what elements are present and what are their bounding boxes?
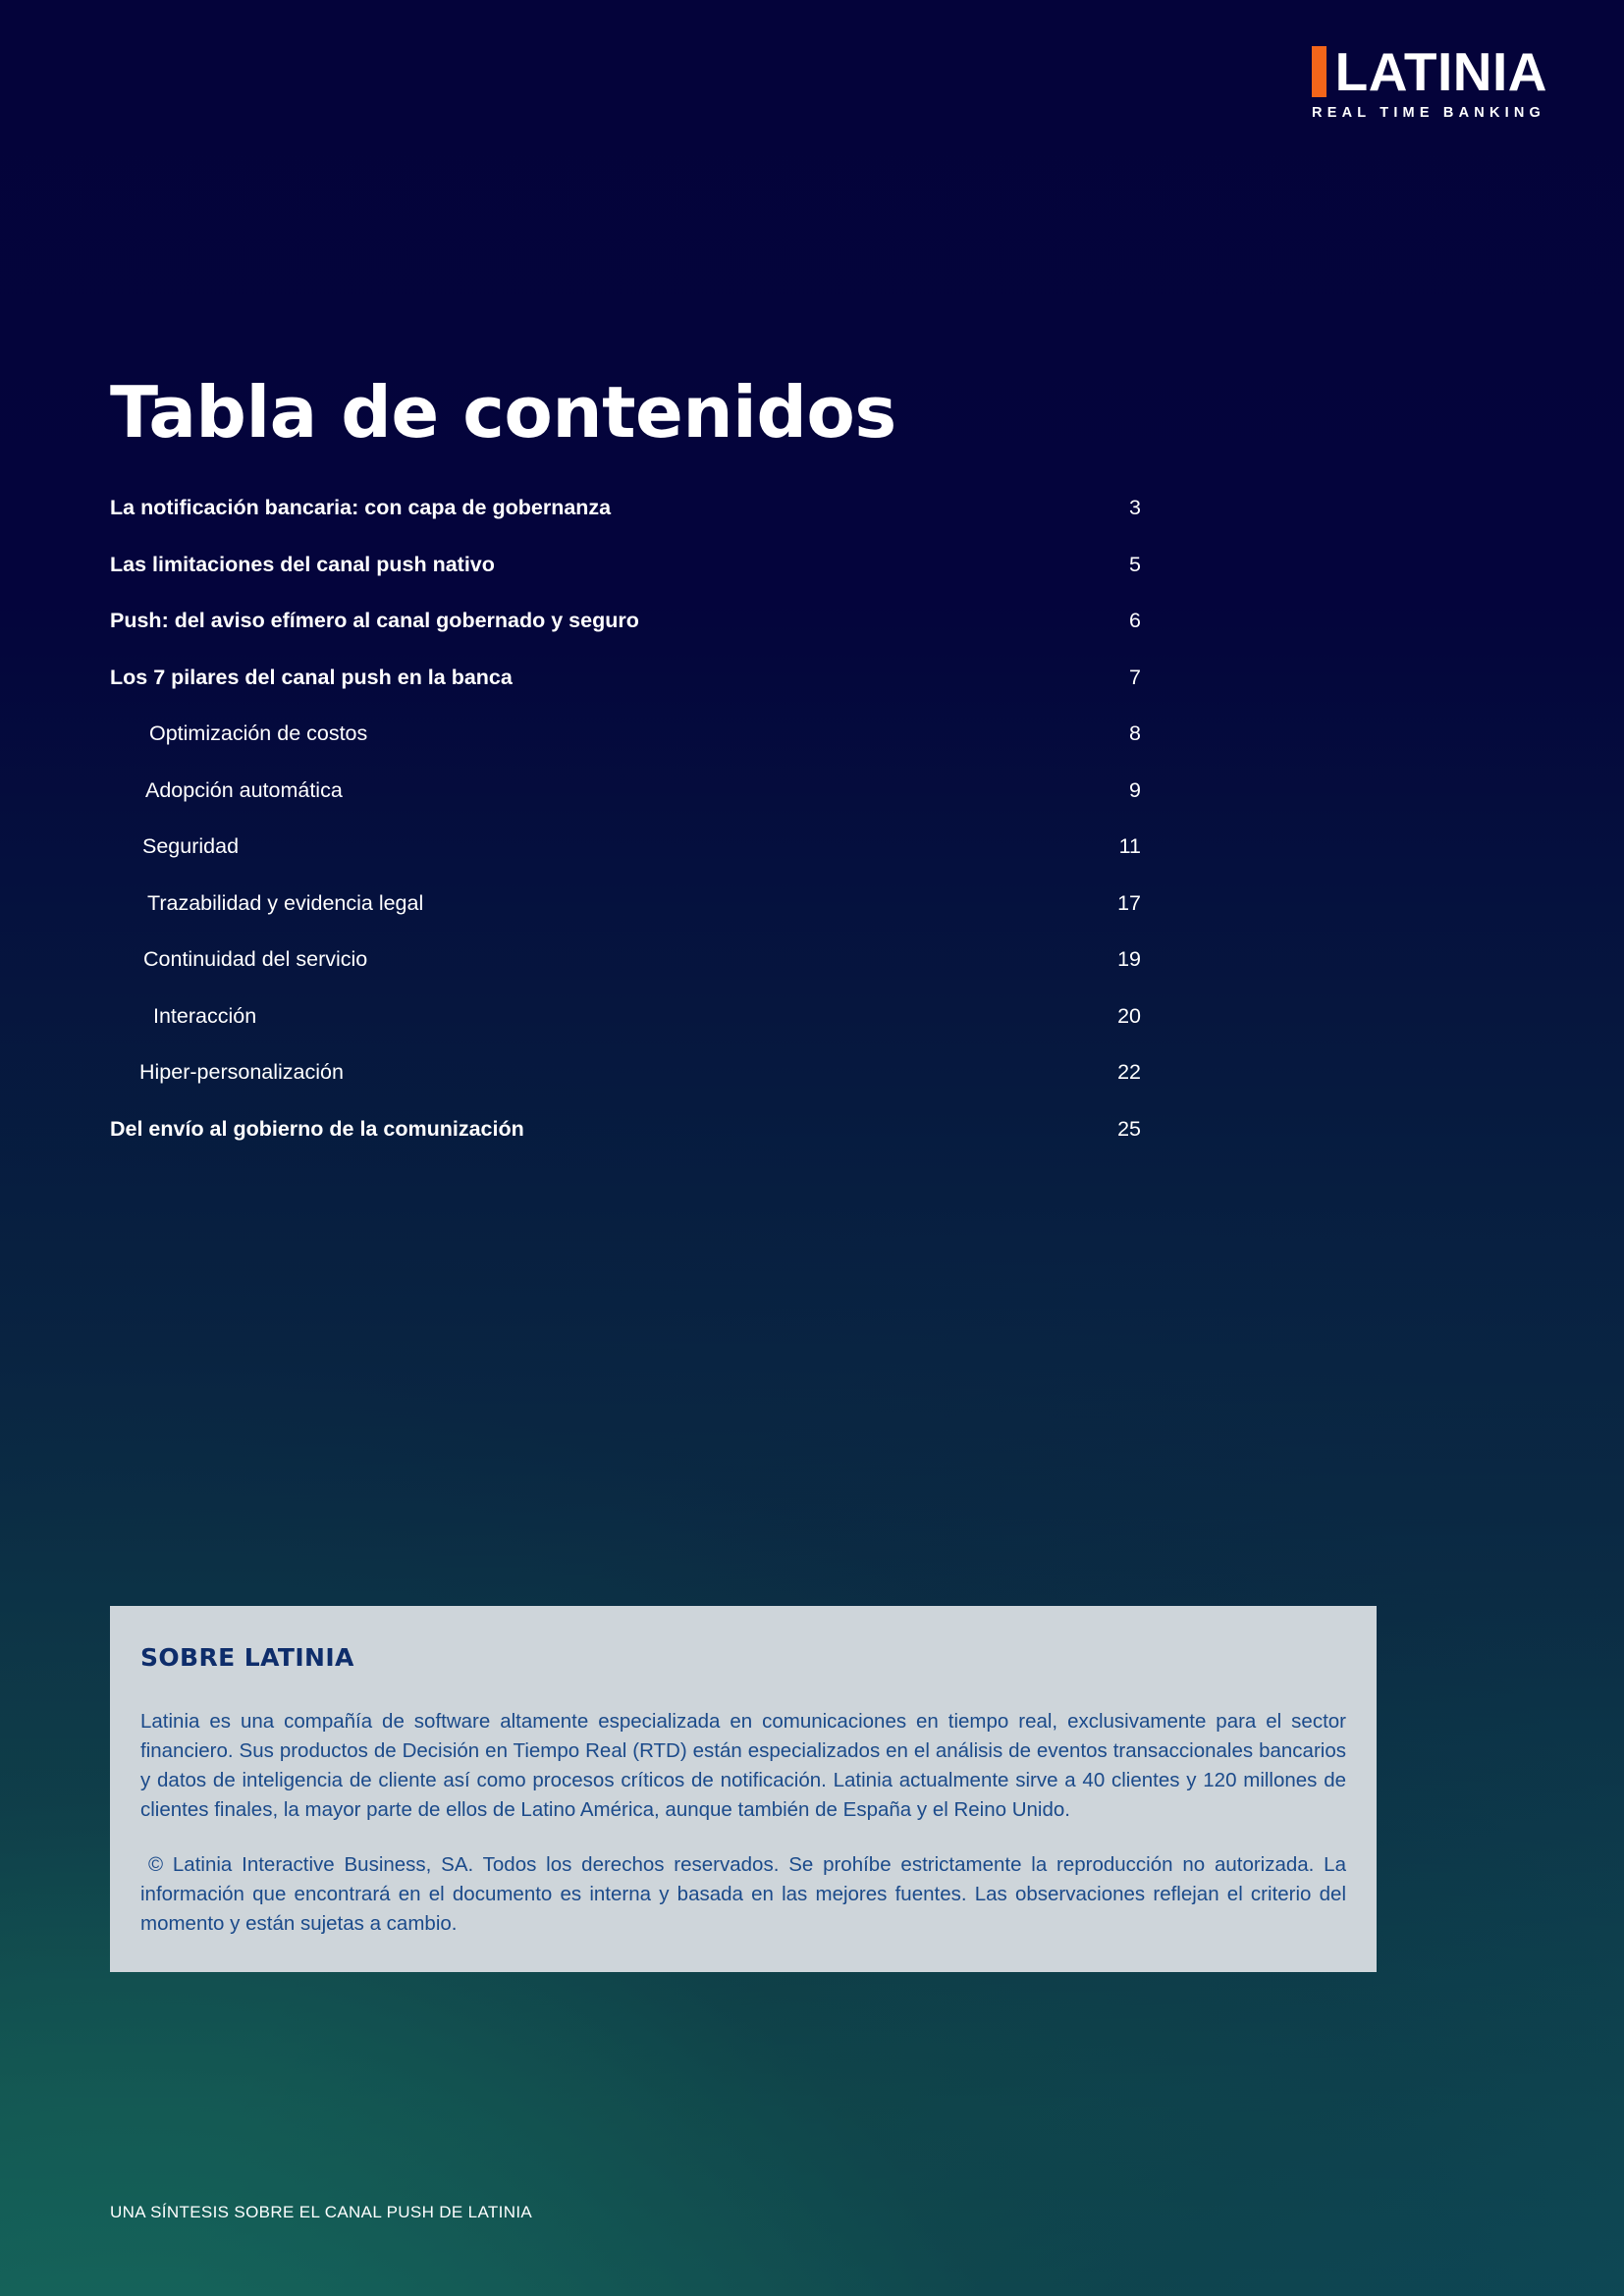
toc-entry-label: La notificación bancaria: con capa de gobernanza [110, 496, 612, 519]
logo-tagline: REAL TIME BANKING [1312, 105, 1545, 122]
toc-entry-label: Optimización de costos [149, 721, 368, 745]
toc-entry-label: Push: del aviso efímero al canal gobernado y seguro [110, 609, 639, 632]
toc-entry-page-number: 22 [1117, 1060, 1141, 1084]
toc-entry-page-number: 19 [1117, 947, 1141, 971]
toc-entry-label: Hiper-personalización [139, 1060, 344, 1084]
page-title: Tabla de contenidos [110, 371, 896, 454]
toc-entry[interactable] [110, 496, 1141, 553]
toc-entry-page-number: 20 [1117, 1003, 1141, 1028]
toc-entry[interactable] [110, 666, 1141, 722]
toc-entry[interactable] [110, 721, 1141, 778]
toc-entry[interactable] [110, 609, 1141, 666]
toc-entry-page-number: 17 [1117, 890, 1141, 915]
toc-entry-label: Del envío al gobierno de la comunización [110, 1116, 524, 1141]
about-paragraph-copyright: © Latinia Interactive Business, SA. Todos los derechos reservados. Se prohíbe estrictamente la reproducción no autorizada. La información que encontrará en el documento es interna y basada en las mejores fuentes. Las observaciones reflejan el criterio del momento y están sujetas a cambio. [140, 1852, 1346, 1935]
toc-entry-page-number: 25 [1117, 1116, 1141, 1141]
about-panel-heading: SOBRE LATINIA [140, 1643, 354, 1672]
toc-entry[interactable] [110, 1117, 1141, 1174]
toc-entry-page-number: 9 [1129, 777, 1141, 802]
toc-entry[interactable] [110, 891, 1141, 948]
toc-entry-page-number: 6 [1129, 609, 1141, 632]
toc-entry[interactable] [110, 947, 1141, 1004]
toc-entry[interactable] [110, 1004, 1141, 1061]
toc-entry-label: Interacción [153, 1003, 257, 1028]
toc-entry[interactable] [110, 778, 1141, 835]
toc-entry-label: Continuidad del servicio [143, 947, 368, 971]
toc-entry-page-number: 7 [1129, 665, 1141, 689]
toc-entry-label: Seguridad [142, 834, 240, 858]
about-paragraph-company: Latinia es una compañía de software altamente especializada en comunicaciones en tiempo real, exclusivamente para el sector financiero. Sus productos de Decisión en Tiempo Real (RTD) están especializados en el análisis de eventos transaccionales bancarios y datos de inteligencia de cliente así como procesos críticos de notificación. Latinia actualmente sirve a 40 clientes y 120 millones de clientes finales, la mayor parte de ellos de Latino América, aunque también de España y el Reino Unido. [140, 1710, 1346, 1822]
toc-entry-label: Las limitaciones del canal push nativo [110, 552, 495, 576]
logo-accent-bar-icon [1312, 46, 1326, 97]
toc-entry-page-number: 3 [1129, 496, 1141, 519]
table-of-contents [110, 496, 1141, 1173]
toc-entry[interactable] [110, 1060, 1141, 1117]
toc-entry[interactable] [110, 834, 1141, 891]
toc-entry[interactable] [110, 553, 1141, 610]
latinia-logo [1312, 41, 1547, 122]
toc-entry-label: Los 7 pilares del canal push en la banca [110, 665, 513, 689]
toc-entry-page-number: 11 [1118, 834, 1141, 858]
toc-entry-label: Trazabilidad y evidencia legal [147, 890, 424, 915]
footer-caption: UNA SÍNTESIS SOBRE EL CANAL PUSH DE LATINIA [110, 2203, 533, 2221]
toc-entry-label: Adopción automática [145, 777, 343, 802]
logo-wordmark: LATINIA [1334, 41, 1547, 102]
logo-wordmark-row [1312, 41, 1547, 102]
toc-entry-page-number: 8 [1129, 721, 1141, 745]
about-latinia-panel [110, 1606, 1377, 1972]
toc-entry-page-number: 5 [1129, 552, 1141, 576]
